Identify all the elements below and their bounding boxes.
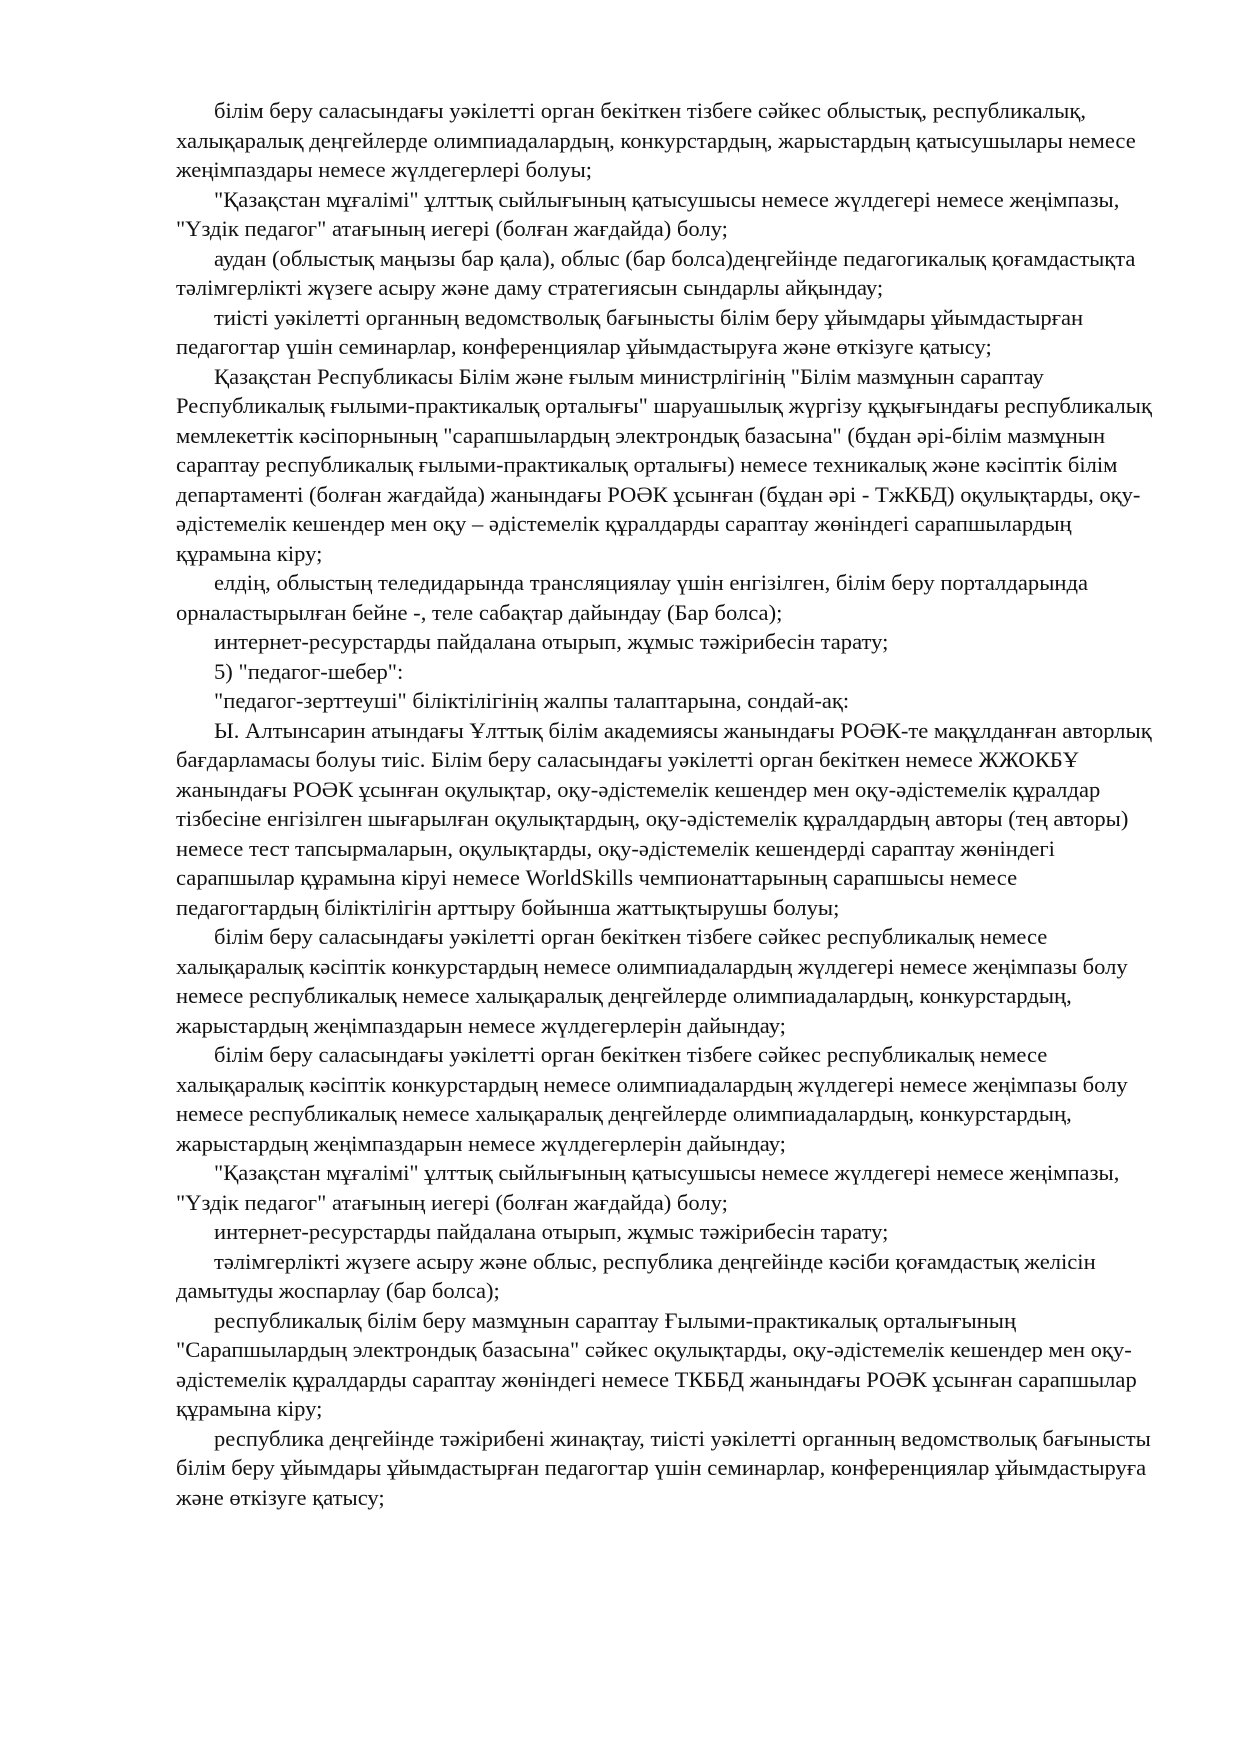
paragraph: тәлімгерлікті жүзеге асыру және облыс, республика деңгейінде кәсіби қоғамдастық желісін дамытуды жоспарлау (бар болса); xyxy=(176,1248,1096,1303)
paragraph: интернет-ресурстарды пайдалана отырып, жұмыс тәжірибесін тарату; xyxy=(214,629,889,654)
paragraph: білім беру саласындағы уәкілетті орган бекіткен тізбеге сәйкес республикалық немесе халықаралық кәсіптік конкурстардың немесе олимпиадалардың жүлдегері немесе жеңімпазы болу немесе республикалық немесе халықаралық деңгейлерде олимпиадалардың, конкурстардың, жарыстардың жеңімпаздарын немесе жүлдегерлерін дайындау; xyxy=(176,924,1128,1038)
paragraph: "педагог-зерттеуші" біліктілігінің жалпы талаптарына, сондай-ақ: xyxy=(214,688,850,713)
paragraph: білім беру саласындағы уәкілетті орган бекіткен тізбеге сәйкес облыстық, республикалық, халықаралық деңгейлерде олимпиадалардың, конкурстардың, жарыстардың қатысушылары немесе жеңімпаздары немесе жүлдегерлері болуы; xyxy=(176,98,1136,182)
list-heading: 5) "педагог-шебер": xyxy=(214,658,404,684)
paragraph: "Қазақстан мұғалімі" ұлттық сыйлығының қатысушысы немесе жүлдегері немесе жеңімпазы, "Үздік педагог" атағының иегері (болған жағдайда) болу; xyxy=(176,186,1120,241)
paragraph: интернет-ресурстарды пайдалана отырып, жұмыс тәжірибесін тарату; xyxy=(214,1219,889,1244)
paragraph: аудан (облыстық маңызы бар қала), облыс (бар болса)деңгейінде педагогикалық қоғамдастықта тәлімгерлікті жүзеге асыру және даму стратегиясын сындарлы айқындау; xyxy=(176,245,1136,300)
paragraph: елдің, облыстың теледидарында трансляциялау үшін енгізілген, білім беру порталдарында орналастырылған бейне -, теле сабақтар дайындау (Бар болса); xyxy=(176,570,1088,625)
paragraph: тиісті уәкілетті органның ведомстволық бағынысты білім беру ұйымдары ұйымдастырған педагогтар үшін семинарлар, конференциялар ұйымдастыруға және өткізуге қатысу; xyxy=(176,304,1084,359)
paragraph: Қазақстан Республикасы Білім және ғылым министрлігінің "Білім мазмұнын сараптау Республикалық ғылыми-практикалық орталығы" шаруашылық жүргізу құқығындағы республикалық мемлекеттік кәсіпорнының "сарапшылардың электрондық базасына" (бұдан әрі-білім мазмұнын сараптау республикалық ғылыми-практикалық орталығы) немесе техникалық және кәсіптік білім департаменті (болған жағдайда) жанындағы РОӘК ұсынған (бұдан әрі - ТжКБД) оқулықтарды, оқу-әдістемелік кешендер мен оқу – әдістемелік құралдарды сараптау жөніндегі сарапшылардың құрамына кіру; xyxy=(176,363,1152,566)
paragraph: республикалық білім беру мазмұнын сараптау Ғылыми-практикалық орталығының "Сарапшылардың электрондық базасына" сәйкес оқулықтарды, оқу-әдістемелік кешендер мен оқу-әдістемелік құралдарды сараптау жөніндегі немесе ТКББД жанындағы РОӘК ұсынған сарапшылар құрамына кіру; xyxy=(176,1307,1137,1421)
paragraph: "Қазақстан мұғалімі" ұлттық сыйлығының қатысушысы немесе жүлдегері немесе жеңімпазы, "Үздік педагог" атағының иегері (болған жағдайда) болу; xyxy=(176,1160,1120,1215)
document-page xyxy=(176,96,1162,1512)
paragraph: республика деңгейінде тәжірибені жинақтау, тиісті уәкілетті органның ведомстволық бағынысты білім беру ұйымдары ұйымдастырған педагогтар үшін семинарлар, конференциялар ұйымдастыруға және өткізуге қатысу; xyxy=(176,1425,1151,1510)
paragraph: білім беру саласындағы уәкілетті орган бекіткен тізбеге сәйкес республикалық немесе халықаралық кәсіптік конкурстардың немесе олимпиадалардың жүлдегері немесе жеңімпазы болу немесе республикалық немесе халықаралық деңгейлерде олимпиадалардың, конкурстардың, жарыстардың жеңімпаздарын немесе жүлдегерлерін дайындау; xyxy=(176,1042,1128,1156)
paragraph: Ы. Алтынсарин атындағы Ұлттық білім академиясы жанындағы РОӘК-те мақұлданған авторлық бағдарламасы болуы тиіс. Білім беру саласындағы уәкілетті орган бекіткен немесе ЖЖОКБҰ жанындағы РОӘК ұсынған оқулықтар, оқу-әдістемелік кешендер мен оқу-әдістемелік құралдар тізбесіне енгізілген шығарылған оқулықтардың, оқу-әдістемелік құралдардың авторы (тең авторы) немесе тест тапсырмаларын, оқулықтарды, оқу-әдістемелік кешендерді сараптау жөніндегі сарапшылар құрамына кіруі немесе WorldSkills чемпионаттарының сарапшысы немесе педагогтардың біліктілігін арттыру бойынша жаттықтырушы болуы; xyxy=(176,717,1152,920)
